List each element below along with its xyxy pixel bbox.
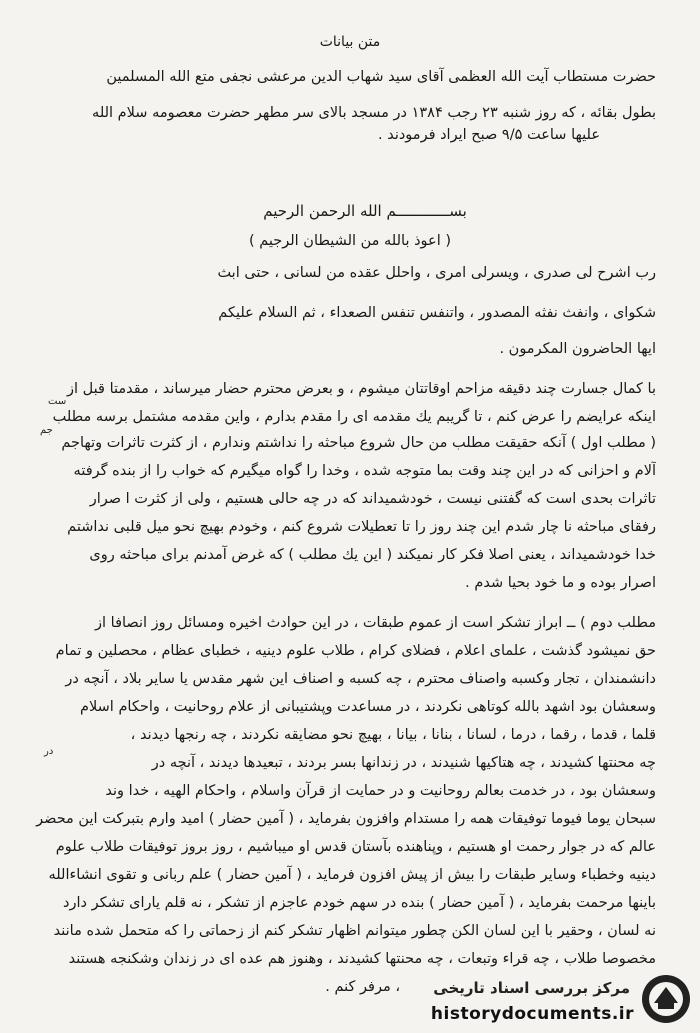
- body-line: مخصوصا طلاب ، چه قراء وتبعات ، چه محنتها کشیدند ، وهنوز هم عده ای در زندان وشکنجه هستند: [68, 951, 656, 967]
- body-line: رفقای مباحثه نا چار شدم این چند روز را تا تعطیلات شروع کنم ، وخودم بهیچ نحو میل قلبی نداشتم: [67, 519, 656, 535]
- body-line: با کمال جسارت چند دقیقه مزاحم اوقاتتان میشوم ، و بعرض محترم حضار میرساند ، مقدمتا قبل از: [67, 381, 656, 397]
- body-line: نه لسان ، وحقیر با این لسان الکن چطور میتوانم اظهار تشکر کنم از زحماتی را که متحمل شده مانند: [53, 923, 656, 939]
- body-line: اصرار بوده و ما خود بحیا شدم .: [465, 575, 656, 591]
- dua-line: شکوای ، وانفث نفثه المصدور ، واتنفس تنفس الصعداء ، ثم السلام علیکم: [218, 305, 656, 321]
- basmala: بســــــــــــم الله الرحمن الرحیم: [263, 202, 467, 220]
- body-line: تاثرات بحدی است که گفتنی نیست ، خودشمیداند که در چه حالی هستیم ، ولی از کثرت ا صرار: [89, 491, 656, 507]
- body-line: مطلب دوم ) ــ ابراز تشکر است از عموم طبقات ، در این حوادث اخیره ومسائل روز انصافا از: [95, 615, 656, 631]
- watermark-url: historydocuments.ir: [430, 1004, 634, 1024]
- body-line: آلام و احزانی که در این چند وقت بما متوجه شده ، وخدا را گواه میگیرم که خواب را از بنده گرفته: [73, 463, 656, 479]
- body-line: وسعشان بود ، در خدمت بعالم روحانیت و در حمایت از قرآن واسلام ، واحکام الهیه ، خدا وند: [105, 783, 656, 799]
- dua-line: ایها الحاضرون المکرمون .: [499, 341, 656, 357]
- body-line: سبحان یوما فیوما توفیقات همه را مستدام وافزون بفرماید ، ( آمین حضار ) امید وارم بتبرکت این محضر: [36, 811, 656, 827]
- body-line: دانشمندان ، تجار وکسبه واصناف محترم ، چه کسبه و اصناف این شهر مقدس یا سایر بلاد ، آنچه در: [65, 671, 656, 687]
- superscript-note: ست: [48, 396, 67, 407]
- body-line: عالم که در جوار رحمت او هستیم ، وپناهنده بآستان قدس او میباشیم ، روز بروز توفیقات طلاب علوم: [55, 839, 656, 855]
- istiadha: ( اعوذ بالله من الشیطان الرجیم ): [248, 233, 451, 249]
- body-line: چه محنتها کشیدند ، چه هتاکیها شنیدند ، در زندانها بسر بردند ، تبعیدها دیدند ، آنچه در: [151, 755, 656, 771]
- superscript-note: در: [44, 746, 54, 757]
- body-line: خدا خودشمیداند ، یعنی اصلا فکر کار نمیکند ( این یك مطلب ) که غرض آمدنم برای مباحثه روی: [89, 547, 656, 563]
- body-line: حق نمیشود گذشت ، علمای اعلام ، فضلای کرام ، طلاب علوم دینیه ، خطبای عظام ، محصلین و تمام: [55, 643, 656, 659]
- body-line: اینکه عرایضم را عرض کنم ، تا گریبم یك مقدمه ای را مقدم بدارم ، واین مقدمه مشتمل برسه مطلب: [52, 409, 656, 425]
- watermark-text: مرکز بررسی اسناد تاریخی: [433, 979, 630, 997]
- body-line: ( مطلب اول ) آنکه حقیقت مطلب من حال شروع مباحثه را نداشتم وندارم ، از کثرت تاثرات وتهاجم: [61, 435, 656, 451]
- body-line: دینیه وخطباء وسایر طبقات را بیش از پیش افزون فرماید ، ( آمین حضار ) علم ربانی و تقوی انشاءالله: [48, 867, 656, 883]
- body-line: باینها مرحمت بفرماید ، ( آمین حضار ) بنده در سهم خودم عاجزم از تشکر ، نه قلم یارای تشکر دارد: [63, 895, 656, 911]
- dua-line: رب اشرح لی صدری ، ویسرلی امری ، واحلل عقده من لسانی ، حتی ابث: [217, 265, 656, 281]
- intro-line: حضرت مستطاب آیت الله العظمی آقای سید شهاب الدین مرعشی نجفی متع الله المسلمین: [106, 69, 656, 85]
- archive-logo-icon: [640, 973, 692, 1025]
- body-line: ، مرفر کنم .: [325, 979, 400, 995]
- intro-line: بطول بقائه ، که روز شنبه ۲۳ رجب ۱۳۸۴ در مسجد بالای سر مطهر حضرت معصومه سلام الله: [92, 105, 656, 121]
- body-line: وسعشان بود اشهد بالله کوتاهی نکردند ، در مساعدت وپشتیبانی از علام روحانیت ، واحکام اسلام: [80, 699, 656, 715]
- body-line: قلما ، قدما ، رقما ، درما ، لسانا ، بنانا ، بیانا ، بهیچ نحو مضایقه نکردند ، چه رنجها دیدند ،: [130, 727, 656, 743]
- document-title: متن بیانات: [319, 34, 381, 50]
- intro-line: علیها ساعت ۹/۵ صبح ایراد فرمودند .: [377, 127, 600, 143]
- superscript-note: جم: [40, 425, 53, 436]
